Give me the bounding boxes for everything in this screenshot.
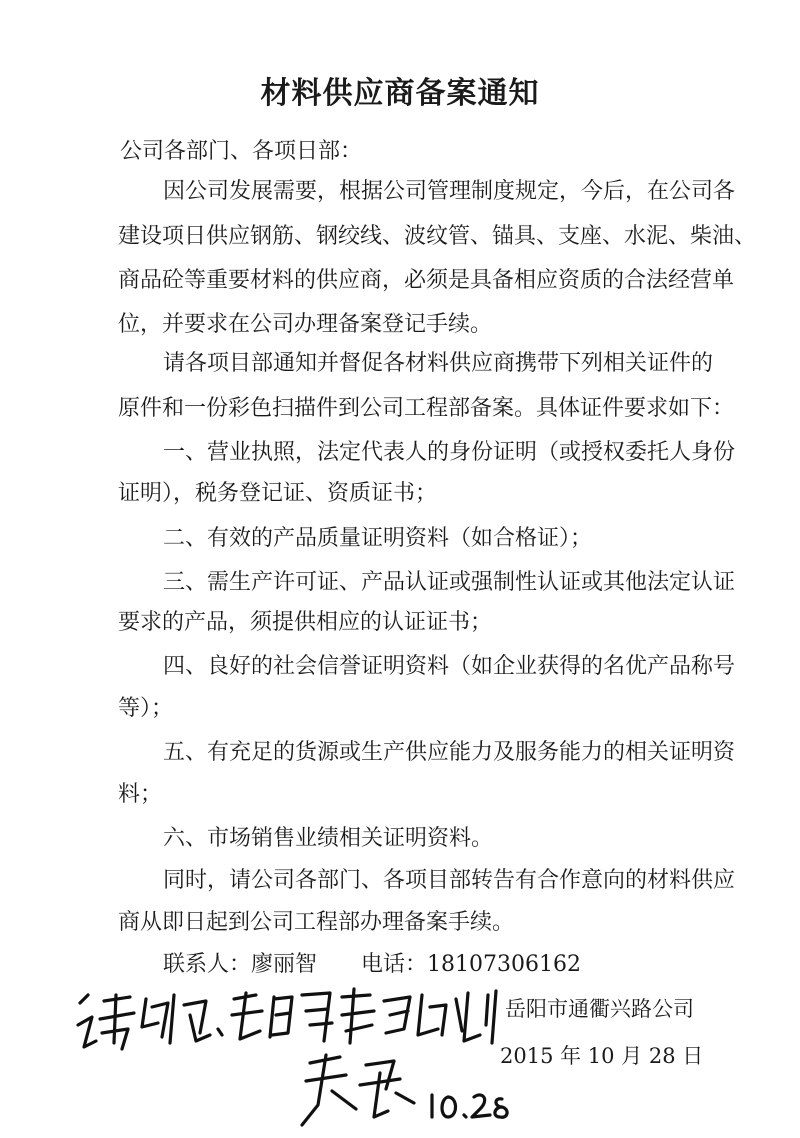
requirement-item: 六、市场销售业绩相关证明资料。 <box>163 826 494 851</box>
requirement-item: 三、需生产许可证、产品认证或强制性认证或其他法定认证 <box>163 570 736 595</box>
body-line: 商品砼等重要材料的供应商，必须是具备相应资质的合法经营单 <box>118 268 735 293</box>
contact-line: 联系人：廖丽智 电话：18107306162 <box>163 952 581 977</box>
sender-organization: 岳阳市通衢兴路公司 <box>505 997 694 1021</box>
requirement-item: 一、营业执照，法定代表人的身份证明（或授权委托人身份 <box>163 440 736 465</box>
body-line: 同时，请公司各部门、各项目部转告有合作意向的材料供应 <box>163 868 736 893</box>
handwritten-signature <box>70 985 510 1135</box>
body-line: 商从即日起到公司工程部办理备案手续。 <box>118 910 515 935</box>
salutation: 公司各部门、各项日部： <box>120 139 363 164</box>
body-line: 等）； <box>118 696 174 721</box>
requirement-item: 二、有效的产品质量证明资料（如合格证）； <box>163 526 593 551</box>
body-line: 建设项日供应钢筋、钢绞线、波纹管、锚具、支座、水泥、柴油、 <box>118 224 757 249</box>
requirement-item: 五、有充足的货源或生产供应能力及服务能力的相关证明资 <box>163 740 736 765</box>
body-line: 要求的产品，须提供相应的认证证书； <box>118 610 493 635</box>
requirement-item: 四、良好的社会信誉证明资料（如企业获得的名优产品称号 <box>163 654 736 679</box>
body-line: 请各项目部通知并督促各材料供应商携带下列相关证件的 <box>163 351 714 376</box>
body-line: 料； <box>118 782 163 807</box>
body-line: 原件和一份彩色扫描件到公司工程部备案。具体证件要求如下： <box>118 396 735 421</box>
document-title: 材料供应商备案通知 <box>260 76 540 111</box>
body-line: 因公司发展需要，根据公司管理制度规定，今后，在公司各 <box>163 179 736 204</box>
document-date: 2015 年 10 月 28 日 <box>500 1044 704 1068</box>
body-line: 位，并要求在公司办理备案登记手续。 <box>118 312 493 337</box>
body-line: 证明），税务登记证、资质证书； <box>118 481 438 506</box>
